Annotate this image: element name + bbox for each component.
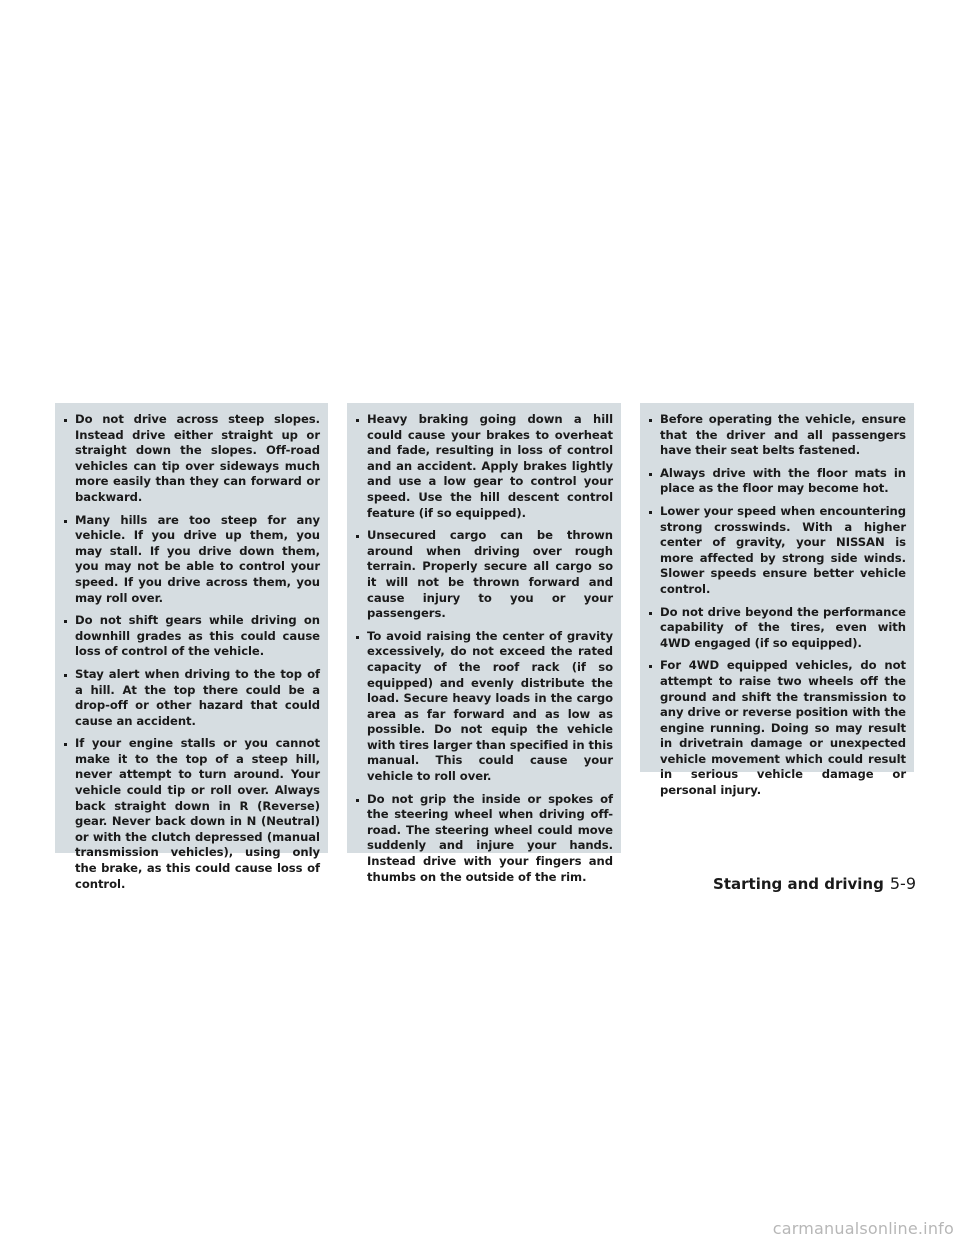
warning-item: Do not grip the inside or spokes of the steering wheel when driving off-road. The steering wheel could move suddenly and injure your hands. Instead drive with your fingers and thumbs on the outside of the rim.: [355, 792, 613, 886]
warning-box-column-2: [347, 403, 621, 884]
page-footer: [713, 874, 916, 893]
warning-item: Heavy braking going down a hill could cause your brakes to overheat and fade, resulting in loss of control and an accident. Apply brakes lightly and use a low gear to control your speed. Use the hill descent control feature (if so equipped).: [355, 412, 613, 521]
warning-item: Stay alert when driving to the top of a hill. At the top there could be a drop-off or other hazard that could cause an accident.: [63, 667, 320, 729]
warning-item: Many hills are too steep for any vehicle. If you drive up them, you may stall. If you drive down them, you may not be able to control your speed. If you drive across them, you may roll over.: [63, 513, 320, 607]
page-number: 5-9: [889, 874, 916, 893]
warning-box-column-1: [55, 403, 328, 891]
warning-item: Always drive with the floor mats in place as the floor may become hot.: [648, 466, 906, 497]
warning-item: To avoid raising the center of gravity excessively, do not exceed the rated capacity of the roof rack (if so equipped) and evenly distribute the load. Secure heavy loads in the cargo area as far forward and as low as possible. Do not equip the vehicle with tires larger than specified in this manual. This could cause your vehicle to roll over.: [355, 629, 613, 785]
warning-item: For 4WD equipped vehicles, do not attempt to raise two wheels off the ground and shift the transmission to any drive or reverse position with the engine running. Doing so may result in drivetrain damage or unexpected vehicle movement which could result in serious vehicle damage or personal injury.: [648, 658, 906, 798]
warning-item: Do not drive beyond the performance capability of the tires, even with 4WD engaged (if so equipped).: [648, 605, 906, 652]
warning-item: Before operating the vehicle, ensure that the driver and all passengers have their seat belts fastened.: [648, 412, 906, 459]
warning-list: [63, 412, 320, 892]
section-title: Starting and driving: [713, 875, 884, 893]
warning-item: Do not drive across steep slopes. Instead drive either straight up or straight down the slopes. Off-road vehicles can tip over sideways much more easily than they can forward or backward.: [63, 412, 320, 506]
warning-box-column-3: [640, 403, 914, 798]
warning-item: Unsecured cargo can be thrown around when driving over rough terrain. Properly secure all cargo so it will not be thrown forward and cause injury to you or your passengers.: [355, 528, 613, 622]
warning-item: Lower your speed when encountering strong crosswinds. With a higher center of gravity, your NISSAN is more affected by strong side winds. Slower speeds ensure better vehicle control.: [648, 504, 906, 598]
watermark-text: carmanualsonline.info: [772, 1219, 954, 1238]
warning-item: If your engine stalls or you cannot make it to the top of a steep hill, never attempt to turn around. Your vehicle could tip or roll over. Always back straight down in R (Reverse) gear. Never back down in N (Neutral) or with the clutch depressed (manual transmission vehicles), using only the brake, as this could cause loss of control.: [63, 736, 320, 892]
warning-list: [648, 412, 906, 799]
warning-list: [355, 412, 613, 885]
warning-item: Do not shift gears while driving on downhill grades as this could cause loss of control of the vehicle.: [63, 613, 320, 660]
